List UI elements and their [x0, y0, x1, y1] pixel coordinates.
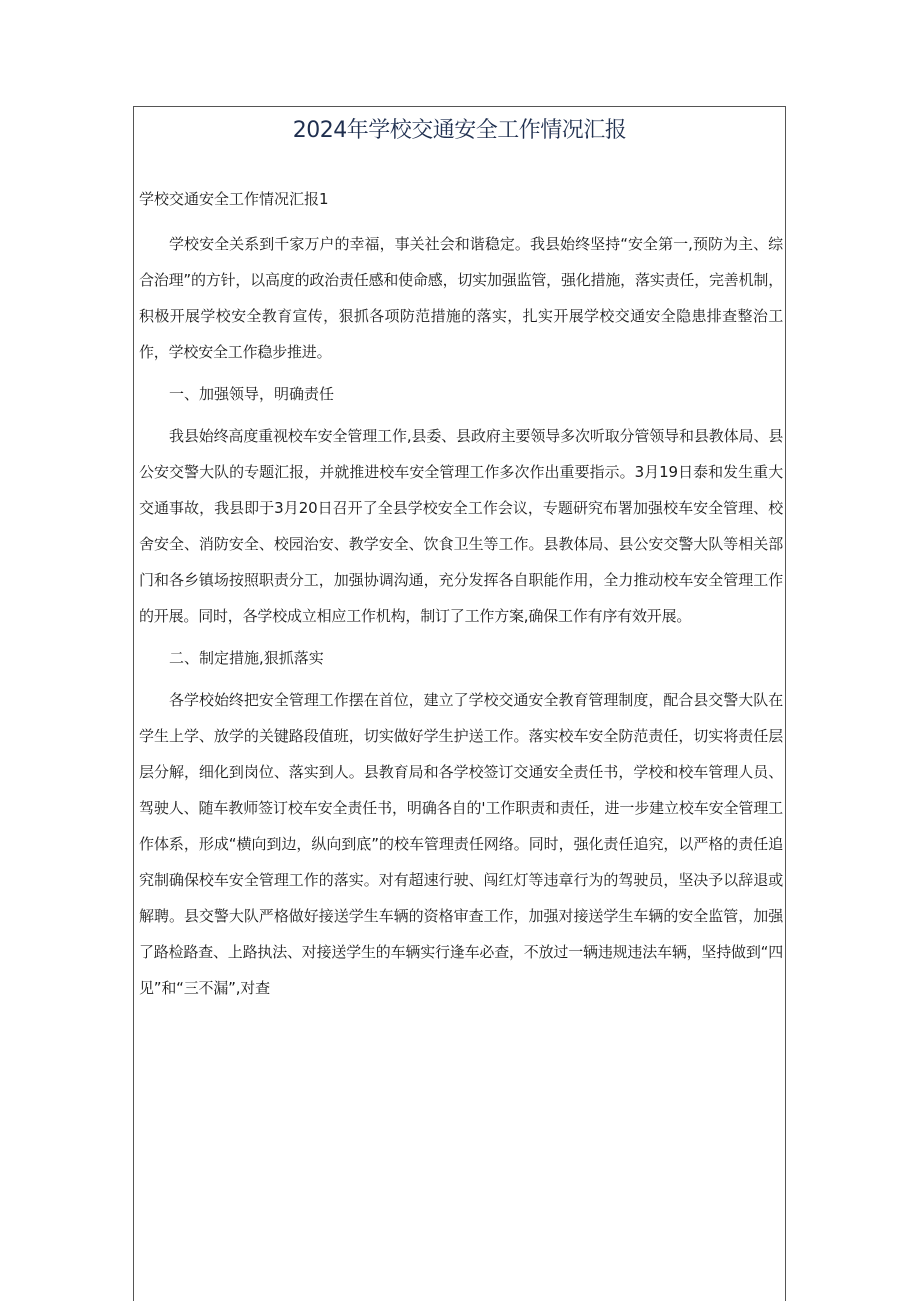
paragraph-section-2: 各学校始终把安全管理工作摆在首位，建立了学校交通安全教育管理制度，配合县交警大队在学生上学、放学的关键路段值班，切实做好学生护送工作。落实校车安全防范责任，切实将责任层层分解，细化到岗位、落实到人。县教育局和各学校签订交通安全责任书，学校和校车管理人员、驾驶人、随车教师签订校车安全责任书，明确各自的'工作职责和责任，进一步建立校车安全管理工作体系，形成“横向到边，纵向到底”的校车管理责任网络。同时，强化责任追究，以严格的责任追究制确保校车安全管理工作的落实。对有超速行驶、闯红灯等违章行为的驾驶员，坚决予以辞退或解聘。县交警大队严格做好接送学生车辆的资格审查工作，加强对接送学生车辆的安全监管，加强了路检路查、上路执法、对接送学生的车辆实行逢车必查，不放过一辆违规违法车辆，坚持做到“四见”和“三不漏”,对查 [139, 691, 783, 997]
document-title: 2024年学校交通安全工作情况汇报 [292, 118, 627, 143]
section-heading-2: 二、制定措施,狠抓落实 [169, 649, 324, 667]
section-heading-1: 一、加强领导，明确责任 [169, 385, 335, 403]
paragraph-section-1: 我县始终高度重视校车安全管理工作,县委、县政府主要领导多次听取分管领导和县教体局、县公安交警大队的专题汇报，并就推进校车安全管理工作多次作出重要指示。3月19日泰和发生重大交通事故，我县即于3月20日召开了全县学校安全工作会议，专题研究布署加强校车安全管理、校舍安全、消防安全、校园治安、教学安全、饮食卫生等工作。县教体局、县公安交警大队等相关部门和各乡镇场按照职责分工，加强协调沟通，充分发挥各自职能作用，全力推动校车安全管理工作的开展。同时，各学校成立相应工作机构，制订了工作方案,确保工作有序有效开展。 [139, 427, 783, 625]
document-body [139, 184, 783, 1006]
paragraph-intro: 学校安全关系到千家万户的幸福，事关社会和谐稳定。我县始终坚持“安全第一,预防为主、综合治理”的方针，以高度的政治责任感和使命感，切实加强监管，强化措施，落实责任，完善机制，积极开展学校安全教育宣传，狠抓各项防范措施的落实，扎实开展学校交通安全隐患排查整治工作，学校安全工作稳步推进。 [139, 235, 783, 361]
document-subtitle: 学校交通安全工作情况汇报1 [139, 190, 329, 208]
